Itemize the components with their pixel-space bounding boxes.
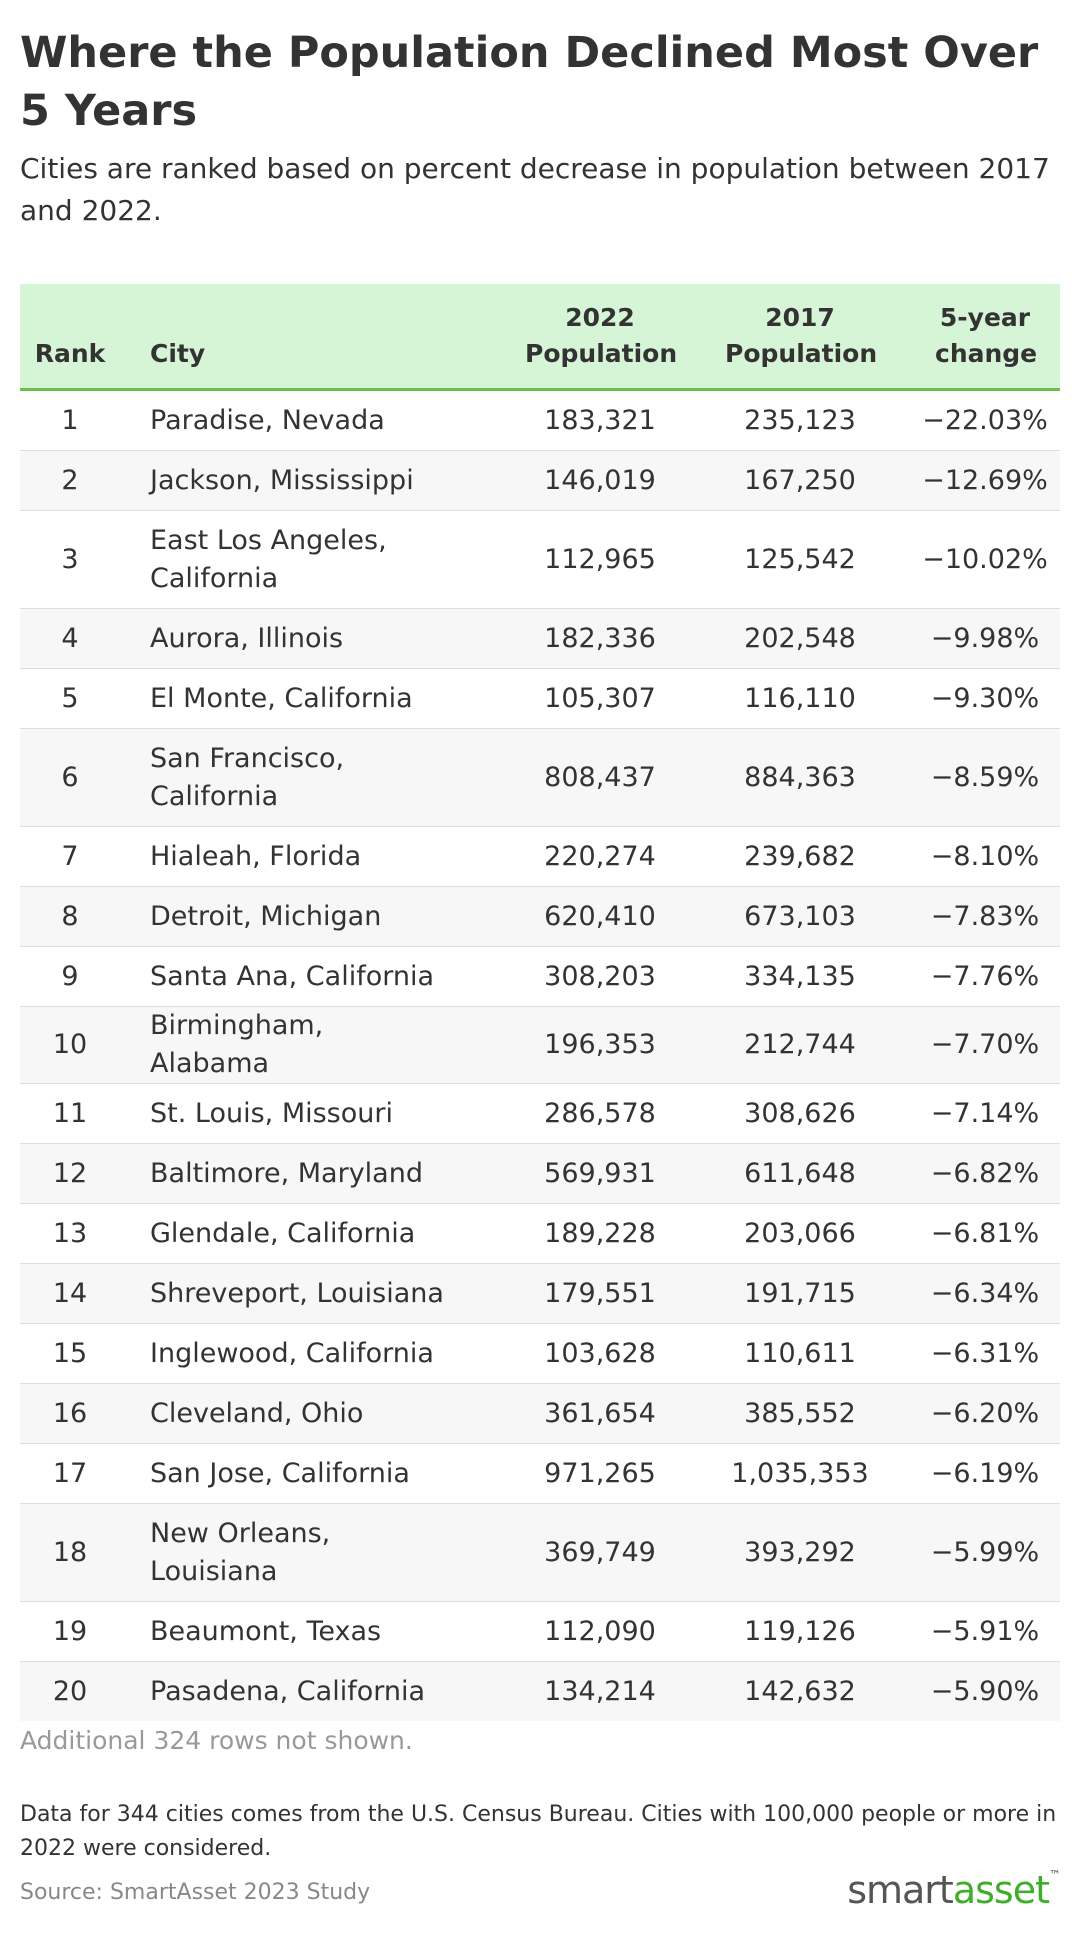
smartasset-logo	[847, 1868, 1060, 1912]
city-cell: Glendale, California	[120, 1204, 510, 1264]
logo-trademark: ™	[1049, 1868, 1060, 1882]
city-cell: Birmingham, Alabama	[120, 1007, 510, 1084]
population-2022-cell: 361,654	[510, 1384, 690, 1444]
city-cell: New Orleans, Louisiana	[120, 1504, 510, 1602]
table-row	[20, 1444, 1060, 1504]
population-2017-cell: 611,648	[690, 1144, 910, 1204]
city-cell: Cleveland, Ohio	[120, 1384, 510, 1444]
population-2017-cell: 393,292	[690, 1504, 910, 1602]
population-2022-cell: 112,965	[510, 511, 690, 609]
rank-cell: 11	[20, 1084, 120, 1144]
column-header-2017-population-label: 2017 Population	[725, 303, 878, 368]
column-header-rank[interactable]: Rank	[20, 284, 120, 390]
population-2022-cell: 808,437	[510, 729, 690, 827]
rank-cell: 7	[20, 827, 120, 887]
rank-cell: 6	[20, 729, 120, 827]
population-2022-cell: 220,274	[510, 827, 690, 887]
population-2017-cell: 385,552	[690, 1384, 910, 1444]
population-2017-cell: 202,548	[690, 609, 910, 669]
table-header-row	[20, 284, 1060, 390]
table-row	[20, 1384, 1060, 1444]
population-2017-cell: 884,363	[690, 729, 910, 827]
population-2017-cell: 673,103	[690, 887, 910, 947]
population-2022-cell: 971,265	[510, 1444, 690, 1504]
column-header-2017-population[interactable]	[690, 284, 910, 390]
table-row	[20, 947, 1060, 1007]
table-row	[20, 451, 1060, 511]
table-row	[20, 390, 1060, 451]
change-cell: −6.34%	[910, 1264, 1060, 1324]
city-cell: Aurora, Illinois	[120, 609, 510, 669]
table-row	[20, 1264, 1060, 1324]
rank-cell: 1	[20, 390, 120, 451]
city-cell: Santa Ana, California	[120, 947, 510, 1007]
rank-cell: 13	[20, 1204, 120, 1264]
change-cell: −5.90%	[910, 1662, 1060, 1722]
column-header-2022-population-label: 2022 Population	[525, 303, 678, 368]
city-cell: Inglewood, California	[120, 1324, 510, 1384]
population-2022-cell: 179,551	[510, 1264, 690, 1324]
city-cell: Detroit, Michigan	[120, 887, 510, 947]
rank-cell: 9	[20, 947, 120, 1007]
city-cell: Baltimore, Maryland	[120, 1144, 510, 1204]
population-2017-cell: 212,744	[690, 1007, 910, 1084]
change-cell: −5.91%	[910, 1602, 1060, 1662]
population-2017-cell: 167,250	[690, 451, 910, 511]
column-header-city[interactable]: City	[120, 284, 510, 390]
population-2022-cell: 620,410	[510, 887, 690, 947]
table-row	[20, 827, 1060, 887]
population-2022-cell: 183,321	[510, 390, 690, 451]
city-cell: Paradise, Nevada	[120, 390, 510, 451]
column-header-2022-population[interactable]	[510, 284, 690, 390]
chart-title: Where the Population Declined Most Over 5 Years	[20, 28, 1039, 136]
population-2022-cell: 308,203	[510, 947, 690, 1007]
table-row	[20, 1084, 1060, 1144]
population-2022-cell: 369,749	[510, 1504, 690, 1602]
population-2022-cell: 182,336	[510, 609, 690, 669]
change-cell: −6.81%	[910, 1204, 1060, 1264]
change-cell: −6.82%	[910, 1144, 1060, 1204]
population-2017-cell: 1,035,353	[690, 1444, 910, 1504]
population-2022-cell: 134,214	[510, 1662, 690, 1722]
additional-rows-note: Additional 324 rows not shown.	[20, 1726, 413, 1755]
rank-cell: 18	[20, 1504, 120, 1602]
population-2017-cell: 203,066	[690, 1204, 910, 1264]
city-cell: Beaumont, Texas	[120, 1602, 510, 1662]
population-2022-cell: 196,353	[510, 1007, 690, 1084]
population-2022-cell: 189,228	[510, 1204, 690, 1264]
table-row	[20, 669, 1060, 729]
rank-cell: 17	[20, 1444, 120, 1504]
population-2017-cell: 116,110	[690, 669, 910, 729]
rank-cell: 15	[20, 1324, 120, 1384]
rank-cell: 3	[20, 511, 120, 609]
rank-cell: 10	[20, 1007, 120, 1084]
table-row	[20, 511, 1060, 609]
table-row	[20, 1602, 1060, 1662]
table-row	[20, 1324, 1060, 1384]
population-2022-cell: 103,628	[510, 1324, 690, 1384]
city-cell: Pasadena, California	[120, 1662, 510, 1722]
table-row	[20, 1144, 1060, 1204]
change-cell: −6.19%	[910, 1444, 1060, 1504]
methodology-note: Data for 344 cities comes from the U.S. Census Bureau. Cities with 100,000 people or more in 2022 were considered.	[20, 1802, 1057, 1861]
column-header-5-year-change-label: 5-year change	[935, 303, 1038, 368]
change-cell: −9.30%	[910, 669, 1060, 729]
population-2017-cell: 110,611	[690, 1324, 910, 1384]
population-2022-cell: 105,307	[510, 669, 690, 729]
population-2017-cell: 308,626	[690, 1084, 910, 1144]
column-header-5-year-change[interactable]	[910, 284, 1060, 390]
change-cell: −6.31%	[910, 1324, 1060, 1384]
logo-text-asset: asset	[952, 1868, 1049, 1912]
rank-cell: 20	[20, 1662, 120, 1722]
population-2017-cell: 119,126	[690, 1602, 910, 1662]
change-cell: −8.59%	[910, 729, 1060, 827]
city-cell: San Jose, California	[120, 1444, 510, 1504]
change-cell: −7.14%	[910, 1084, 1060, 1144]
population-2017-cell: 125,542	[690, 511, 910, 609]
change-cell: −5.99%	[910, 1504, 1060, 1602]
city-cell: Hialeah, Florida	[120, 827, 510, 887]
population-2017-cell: 239,682	[690, 827, 910, 887]
table-body	[20, 390, 1060, 1722]
rank-cell: 5	[20, 669, 120, 729]
chart-subtitle: Cities are ranked based on percent decrease in population between 2017 and 2022.	[20, 152, 1050, 227]
data-table	[20, 284, 1060, 1721]
city-cell: East Los Angeles, California	[120, 511, 510, 609]
change-cell: −22.03%	[910, 390, 1060, 451]
source-note: Source: SmartAsset 2023 Study	[20, 1880, 371, 1905]
population-2022-cell: 112,090	[510, 1602, 690, 1662]
population-2017-cell: 191,715	[690, 1264, 910, 1324]
change-cell: −9.98%	[910, 609, 1060, 669]
table-row	[20, 1504, 1060, 1602]
population-2017-cell: 334,135	[690, 947, 910, 1007]
change-cell: −7.70%	[910, 1007, 1060, 1084]
change-cell: −7.76%	[910, 947, 1060, 1007]
table-row	[20, 609, 1060, 669]
population-2017-cell: 235,123	[690, 390, 910, 451]
table-row	[20, 1204, 1060, 1264]
population-2022-cell: 146,019	[510, 451, 690, 511]
table-row	[20, 1662, 1060, 1722]
rank-cell: 14	[20, 1264, 120, 1324]
city-cell: San Francisco, California	[120, 729, 510, 827]
rank-cell: 2	[20, 451, 120, 511]
table-header	[20, 284, 1060, 390]
rank-cell: 12	[20, 1144, 120, 1204]
city-cell: El Monte, California	[120, 669, 510, 729]
change-cell: −7.83%	[910, 887, 1060, 947]
population-2022-cell: 569,931	[510, 1144, 690, 1204]
rank-cell: 4	[20, 609, 120, 669]
rank-cell: 19	[20, 1602, 120, 1662]
change-cell: −12.69%	[910, 451, 1060, 511]
population-2017-cell: 142,632	[690, 1662, 910, 1722]
change-cell: −6.20%	[910, 1384, 1060, 1444]
change-cell: −8.10%	[910, 827, 1060, 887]
rank-cell: 16	[20, 1384, 120, 1444]
population-2022-cell: 286,578	[510, 1084, 690, 1144]
logo-text-smart: smart	[847, 1868, 953, 1912]
city-cell: Shreveport, Louisiana	[120, 1264, 510, 1324]
city-cell: Jackson, Mississippi	[120, 451, 510, 511]
table-row	[20, 1007, 1060, 1084]
rank-cell: 8	[20, 887, 120, 947]
change-cell: −10.02%	[910, 511, 1060, 609]
table-row	[20, 729, 1060, 827]
city-cell: St. Louis, Missouri	[120, 1084, 510, 1144]
table-row	[20, 887, 1060, 947]
